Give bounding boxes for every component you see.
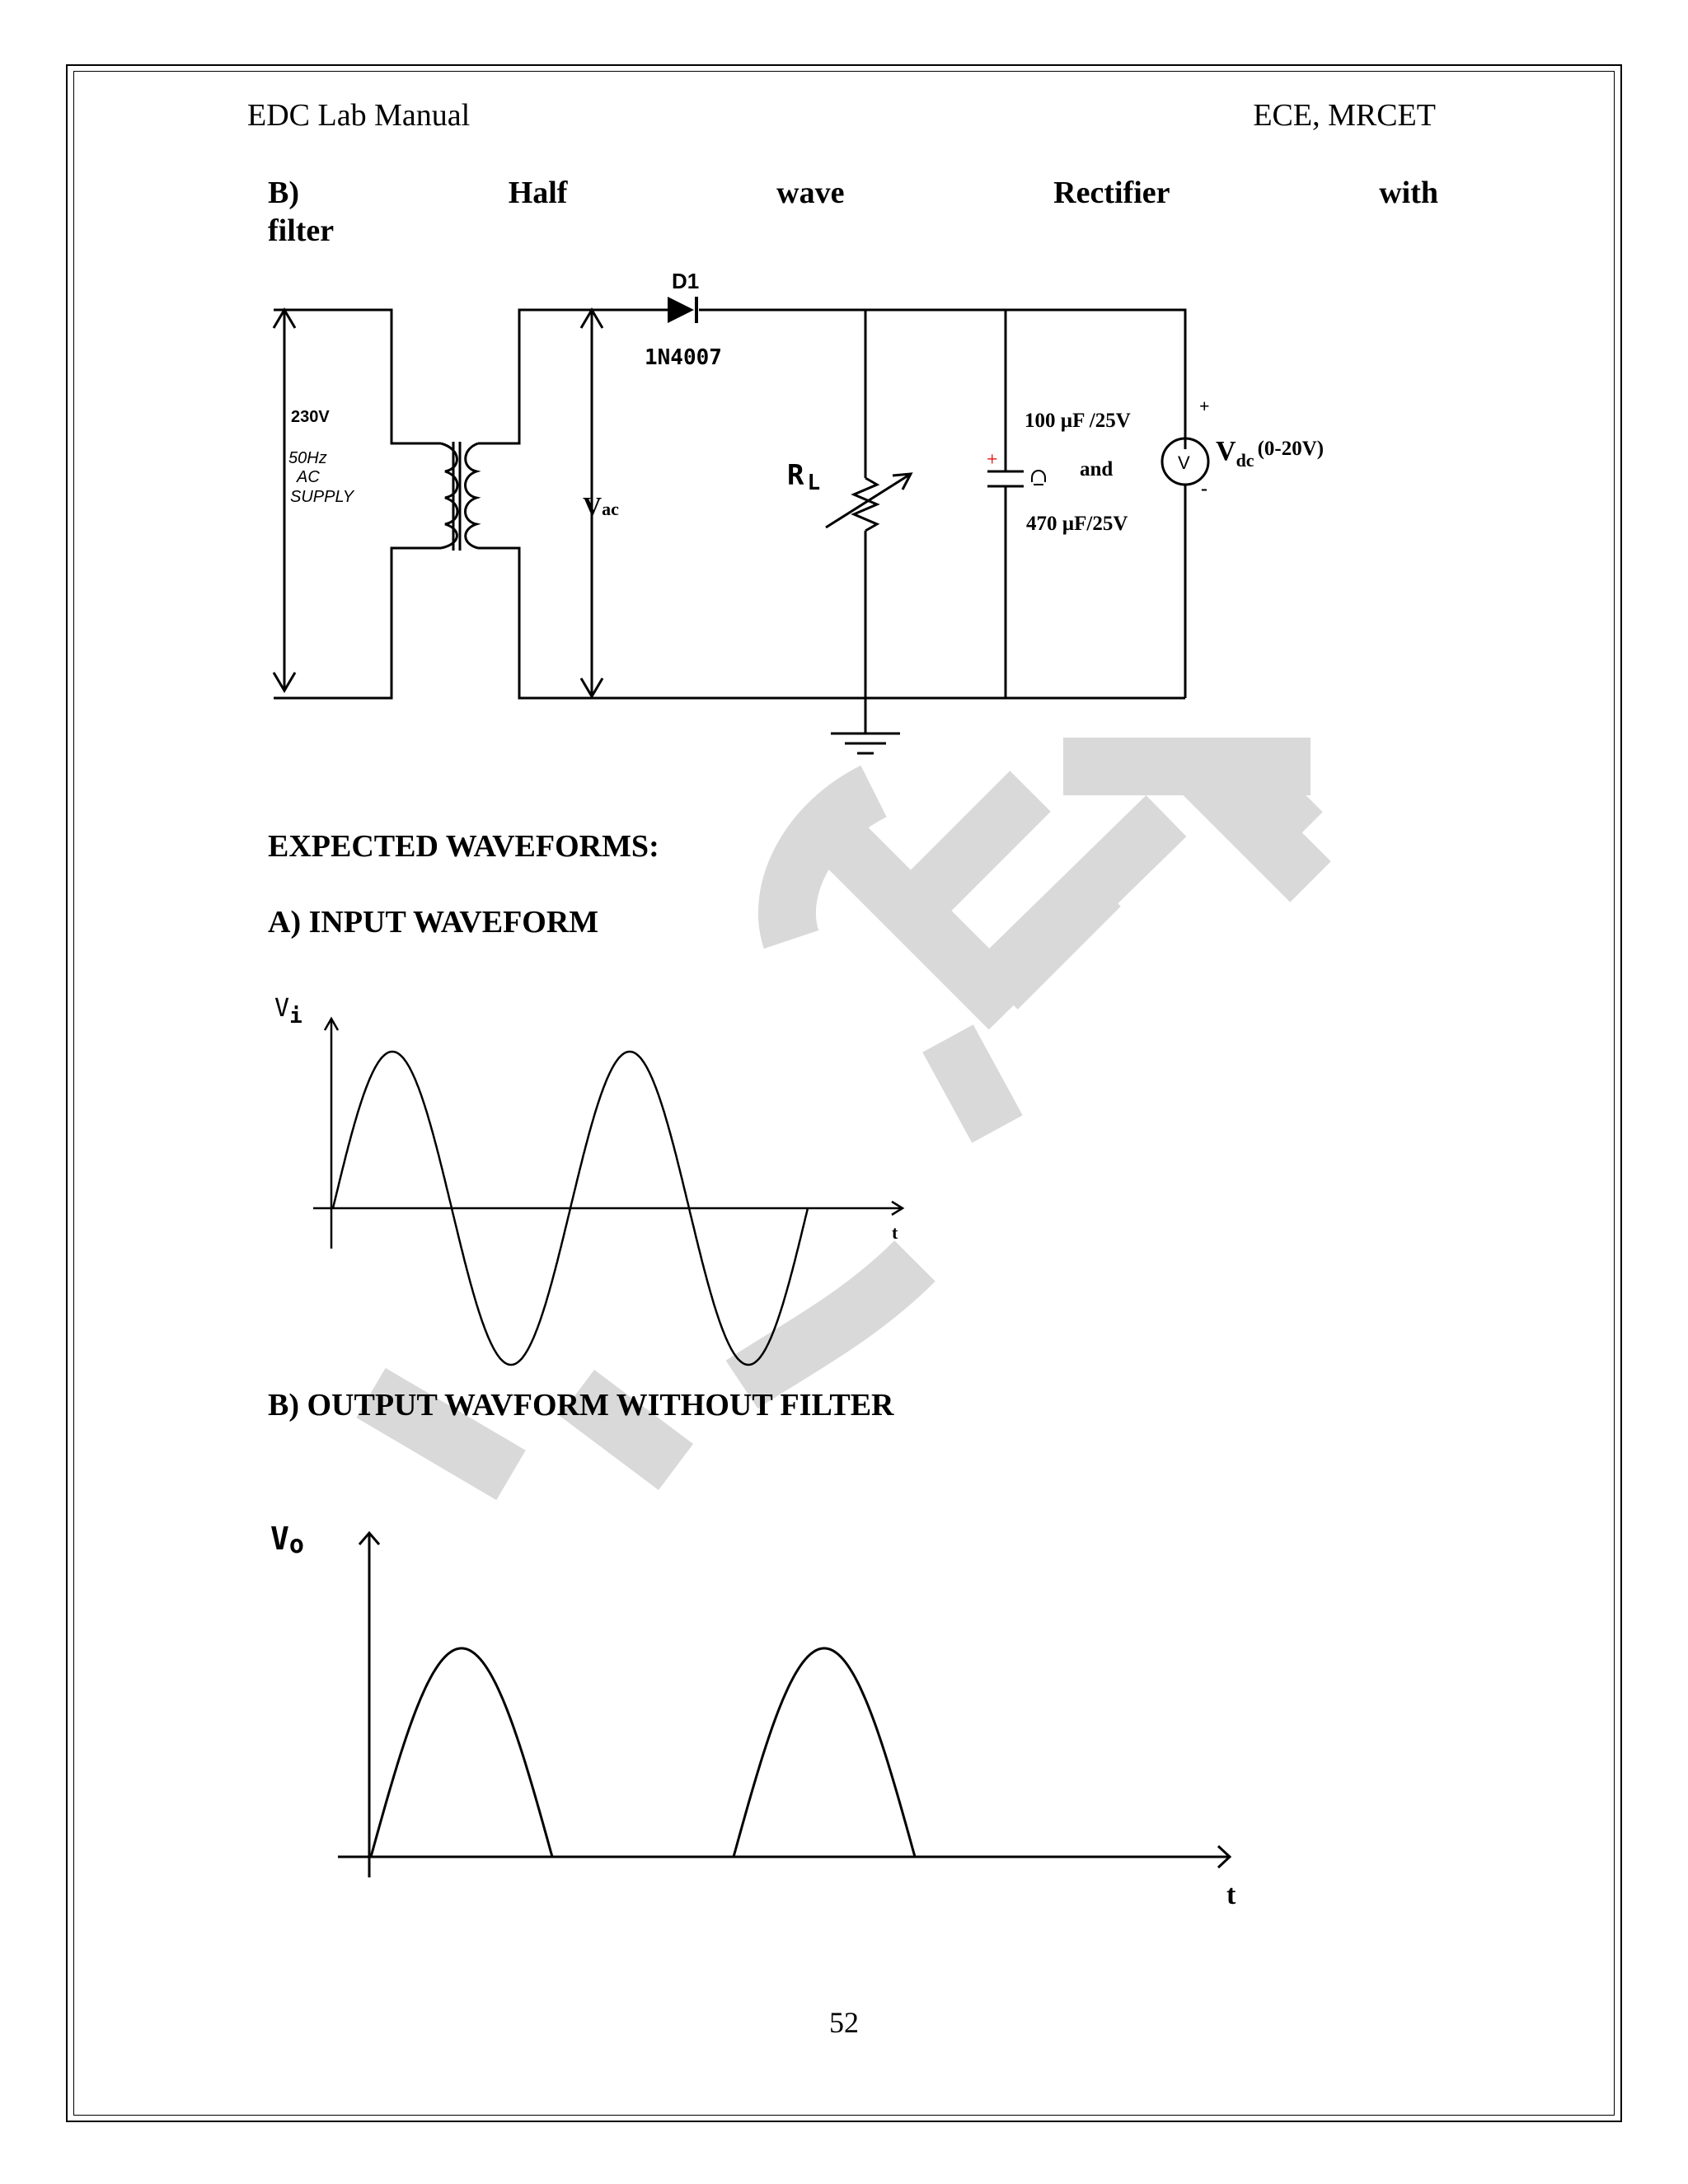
capacitor-value-2: 470 µF/25V [1026,513,1128,535]
capacitor-plus: + [987,449,998,471]
diode-part-number: 1N4007 [645,345,722,370]
output-x-label: t [1226,1880,1236,1910]
header-right: ECE, MRCET [1253,98,1436,133]
output-half-wave-curve [371,1648,915,1857]
input-x-label: t [892,1222,898,1243]
title-word: Rectifier [1053,176,1170,210]
title-word: wave [776,176,845,210]
voltmeter-minus: - [1201,478,1207,499]
page-number: 52 [829,2006,859,2039]
diode-label: D1 [672,269,700,293]
header-left: EDC Lab Manual [247,98,471,133]
title-continuation: filter [268,213,335,248]
output-waveform-heading: B) OUTPUT WAVFORM WITHOUT FILTER [268,1388,894,1422]
title-word: with [1379,176,1438,210]
voltmeter-plus: + [1199,396,1210,416]
title-word: Half [508,176,568,210]
vac-label: Vac [583,491,619,521]
supply-label: SUPPLY [290,488,354,506]
vdc-label: $V_{dc}^{(0-20V)}$ [1216,436,1325,471]
capacitor-value-1: 100 µF /25V [1025,410,1131,432]
title-word: B) [268,176,299,210]
input-waveform-heading: A) INPUT WAVEFORM [268,905,599,940]
supply-voltage: 230V [291,408,330,426]
supply-frequency: 50Hz [288,449,327,467]
voltmeter-symbol: V [1178,452,1190,473]
expected-waveforms-heading: EXPECTED WAVEFORMS: [268,829,659,864]
supply-ac: AC [297,468,320,486]
input-y-label: Vi [274,994,302,1029]
output-y-label: Vo [270,1521,304,1559]
rl-label: R L [787,459,821,495]
capacitor-and: and [1080,458,1114,480]
